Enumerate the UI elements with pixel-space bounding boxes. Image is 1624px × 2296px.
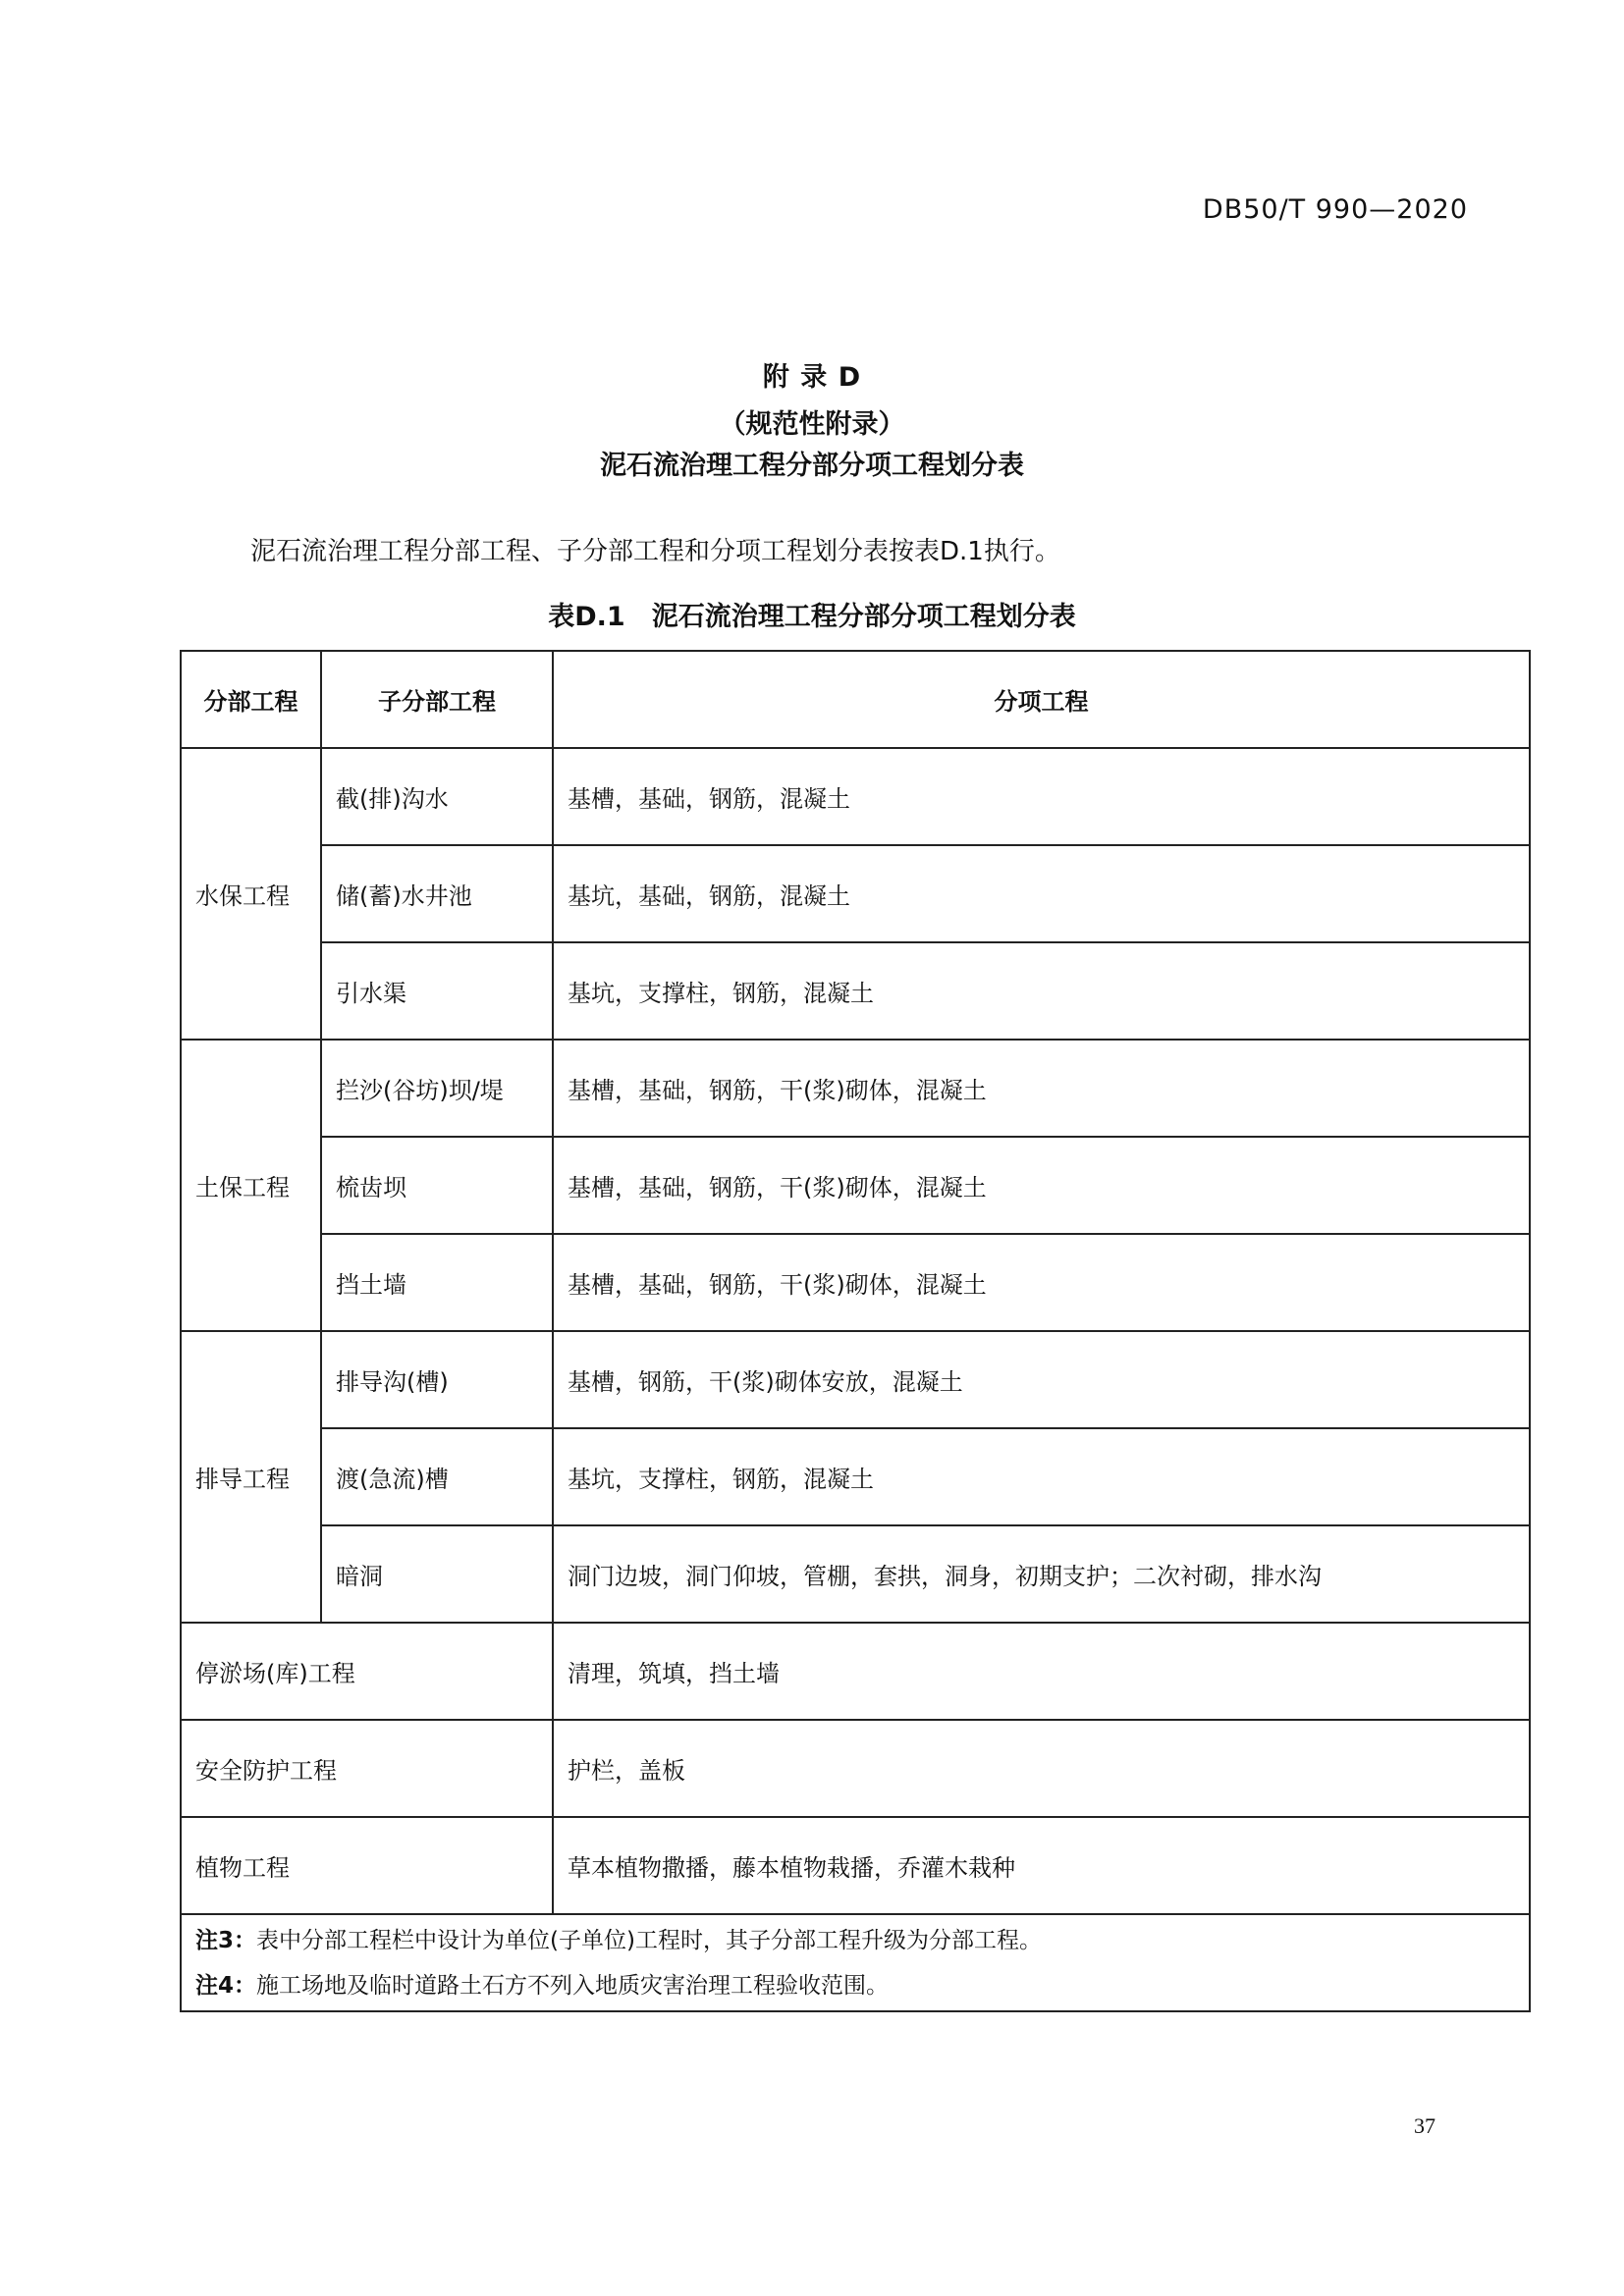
table-row [181,942,1530,1040]
subdivision-cell: 拦沙(谷坊)坝/堤 [321,1040,553,1137]
appendix-title: 附 录 D [762,362,862,393]
subdivision-cell: 暗洞 [321,1525,553,1623]
subdivision-cell: 渡(急流)槽 [321,1428,553,1525]
subdivision-cell: 梳齿坝 [321,1137,553,1234]
subdivision-cell: 储(蓄)水井池 [321,845,553,942]
table-row [181,1137,1530,1234]
division-cell: 安全防护工程 [181,1720,553,1817]
items-cell: 洞门边坡，洞门仰坡，管棚，套拱，洞身，初期支护；二次衬砌，排水沟 [553,1525,1530,1623]
division-cell: 停淤场(库)工程 [181,1623,553,1720]
note-text: 施工场地及临时道路土石方不列入地质灾害治理工程验收范围。 [256,1972,890,1999]
items-cell: 基槽，钢筋，干(浆)砌体安放，混凝土 [553,1331,1530,1428]
table-header-row [181,651,1530,748]
subdivision-cell: 排导沟(槽) [321,1331,553,1428]
header-subdivision: 子分部工程 [321,651,553,748]
appendix-subtitle: （规范性附录） [719,409,905,440]
table-row [181,1720,1530,1817]
standard-code: DB50/T 990—2020 [1202,194,1468,225]
notes-row [181,1914,1530,2011]
header-items: 分项工程 [553,651,1530,748]
table-row [181,1817,1530,1914]
subdivision-cell: 引水渠 [321,942,553,1040]
items-cell: 基坑，支撑柱，钢筋，混凝土 [553,1428,1530,1525]
note-4 [195,1963,1515,2008]
note-3 [195,1918,1515,1963]
items-cell: 草本植物撒播，藤本植物栽播，乔灌木栽种 [553,1817,1530,1914]
division-table [180,650,1531,2012]
items-cell: 基槽，基础，钢筋，干(浆)砌体，混凝土 [553,1137,1530,1234]
items-cell: 基槽，基础，钢筋，混凝土 [553,748,1530,845]
note-prefix: 注4： [195,1972,257,1999]
note-prefix: 注3： [195,1927,257,1953]
table-row [181,1623,1530,1720]
intro-paragraph: 泥石流治理工程分部工程、子分部工程和分项工程划分表按表D.1执行。 [250,537,1060,566]
subdivision-cell: 挡土墙 [321,1234,553,1331]
note-text: 表中分部工程栏中设计为单位(子单位)工程时，其子分部工程升级为分部工程。 [256,1927,1042,1953]
group-name: 排导工程 [181,1331,321,1623]
table-row [181,1525,1530,1623]
items-cell: 清理，筑填，挡土墙 [553,1623,1530,1720]
group-name: 土保工程 [181,1040,321,1331]
subdivision-cell: 截(排)沟水 [321,748,553,845]
notes-cell [181,1914,1530,2011]
appendix-name: 泥石流治理工程分部分项工程划分表 [600,451,1024,481]
division-cell: 植物工程 [181,1817,553,1914]
table-row [181,845,1530,942]
table-row [181,1040,1530,1137]
items-cell: 基坑，支撑柱，钢筋，混凝土 [553,942,1530,1040]
group-name: 水保工程 [181,748,321,1040]
table-row [181,1428,1530,1525]
table-caption: 表D.1 泥石流治理工程分部分项工程划分表 [548,602,1076,632]
items-cell: 基坑，基础，钢筋，混凝土 [553,845,1530,942]
page-number: 37 [1414,2113,1435,2138]
items-cell: 基槽，基础，钢筋，干(浆)砌体，混凝土 [553,1234,1530,1331]
table-row [181,1234,1530,1331]
table-row [181,1331,1530,1428]
header-division: 分部工程 [181,651,321,748]
items-cell: 基槽，基础，钢筋，干(浆)砌体，混凝土 [553,1040,1530,1137]
table-row [181,748,1530,845]
items-cell: 护栏，盖板 [553,1720,1530,1817]
